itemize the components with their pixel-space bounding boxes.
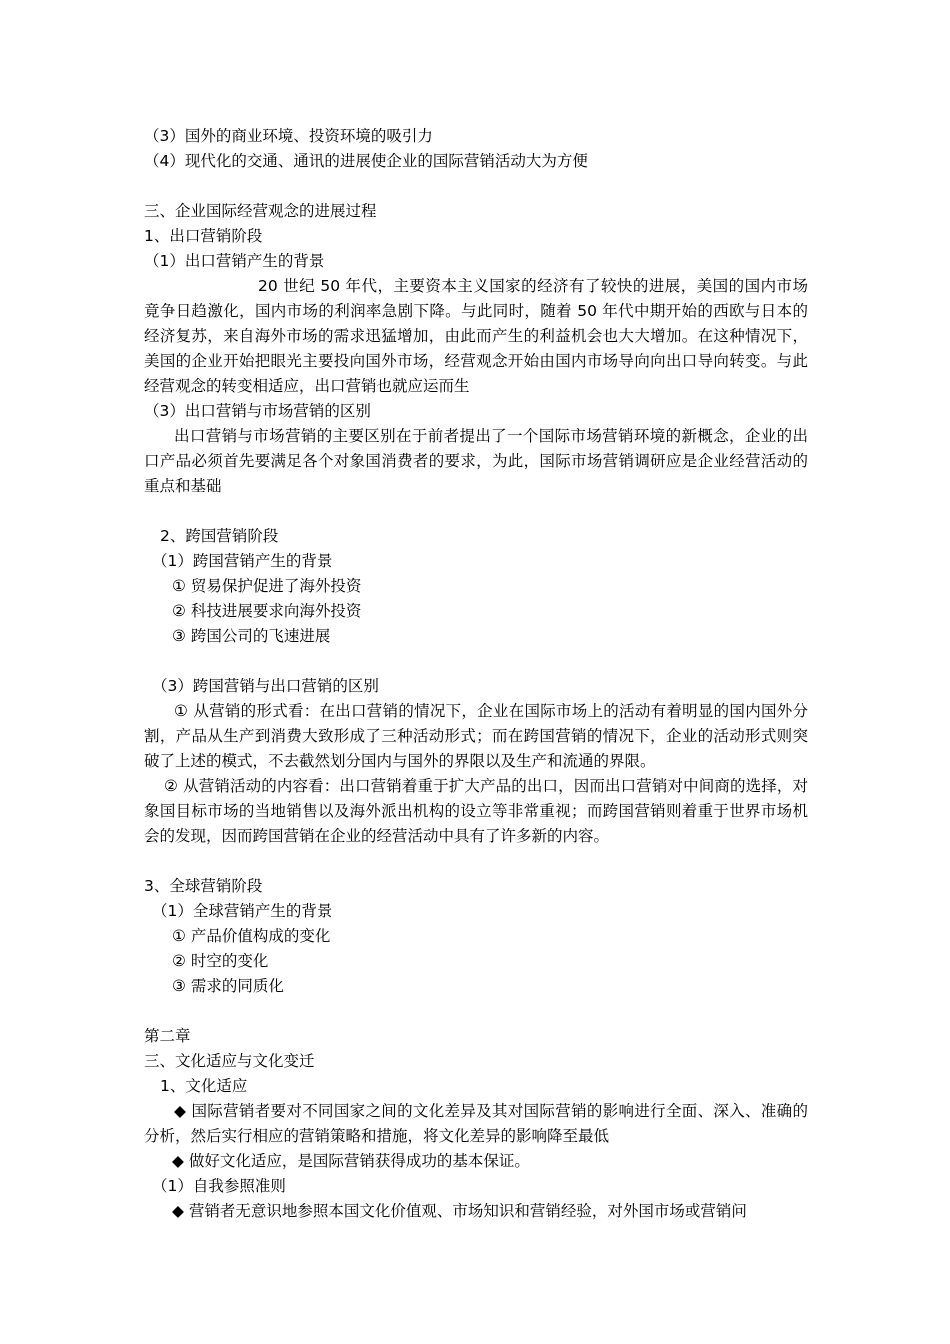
subsection-heading: 2、跨国营销阶段 (160, 527, 279, 545)
item-heading: （3）出口营销与市场营销的区别 (144, 402, 371, 420)
bullet-item: ◆ 营销者无意识地参照本国文化价值观、市场知识和营销经验，对外国市场或营销问 (172, 1202, 747, 1220)
chapter-heading: 第二章 (144, 1027, 191, 1045)
paragraph: ② 从营销活动的内容看：出口营销着重于扩大产品的出口，因而出口营销对中间商的选择，对象国目标市场的当地销售以及海外派出机构的设立等非常重视；而跨国营销则着重于世界市场机会的发现，因而跨国营销在企业的经营活动中具有了许多新的内容。 (144, 777, 808, 845)
text-line: （4）现代化的交通、通讯的进展使企业的国际营销活动大为方便 (144, 152, 588, 170)
blank-line (144, 174, 808, 199)
item-heading: （1）全球营销产生的背景 (152, 902, 333, 920)
list-item: ③ 跨国公司的飞速进展 (172, 627, 331, 645)
blank-line (144, 499, 808, 524)
section-heading: 三、文化适应与文化变迁 (144, 1052, 315, 1070)
blank-line (144, 849, 808, 874)
item-heading: （1）自我参照准则 (152, 1177, 286, 1195)
item-heading: （1）出口营销产生的背景 (144, 252, 325, 270)
paragraph: 出口营销与市场营销的主要区别在于前者提出了一个国际市场营销环境的新概念，企业的出口产品必须首先要满足各个对象国消费者的要求，为此，国际市场营销调研应是企业经营活动的重点和基础 (144, 427, 808, 495)
item-heading: （1）跨国营销产生的背景 (152, 552, 333, 570)
subsection-heading: 1、出口营销阶段 (144, 227, 263, 245)
blank-line (144, 649, 808, 674)
subsection-heading: 3、全球营销阶段 (144, 877, 263, 895)
list-item: ③ 需求的同质化 (172, 977, 284, 995)
list-item: ① 产品价值构成的变化 (172, 927, 331, 945)
section-heading: 三、企业国际经营观念的进展过程 (144, 202, 377, 220)
text-line: （3）国外的商业环境、投资环境的吸引力 (144, 127, 433, 145)
item-heading: （3）跨国营销与出口营销的区别 (152, 677, 379, 695)
bullet-item: ◆ 做好文化适应，是国际营销获得成功的基本保证。 (172, 1152, 530, 1170)
paragraph: 20 世纪 50 年代，主要资本主义国家的经济有了较快的进展，美国的国内市场竟争日趋激化，国内市场的利润率急剧下降。与此同时，随着 50 年代中期开始的西欧与日本的经济复苏，来自海外市场的需求迅猛增加，由此而产生的利益机会也大大增加。在这种情况下，美国的企业开始把眼光主要投向国外市场，经营观念开始由国内市场导向向出口导向转变。与此经营观念的转变相适应，出口营销也就应运而生 (144, 277, 808, 395)
paragraph: ① 从营销的形式看：在出口营销的情况下，企业在国际市场上的活动有着明显的国内国外分割，产品从生产到消费大致形成了三种活动形式；而在跨国营销的情况下，企业的活动形式则突破了上述的模式，不去截然划分国内与国外的界限以及生产和流通的界限。 (144, 702, 808, 770)
list-item: ① 贸易保护促进了海外投资 (172, 577, 362, 595)
blank-line (144, 999, 808, 1024)
document-page (144, 124, 808, 1224)
list-item: ② 科技进展要求向海外投资 (172, 602, 362, 620)
bullet-paragraph: ◆ 国际营销者要对不同国家之间的文化差异及其对国际营销的影响进行全面、深入、准确的分析，然后实行相应的营销策略和措施，将文化差异的影响降至最低 (144, 1102, 808, 1145)
subsection-heading: 1、文化适应 (160, 1077, 248, 1095)
list-item: ② 时空的变化 (172, 952, 269, 970)
